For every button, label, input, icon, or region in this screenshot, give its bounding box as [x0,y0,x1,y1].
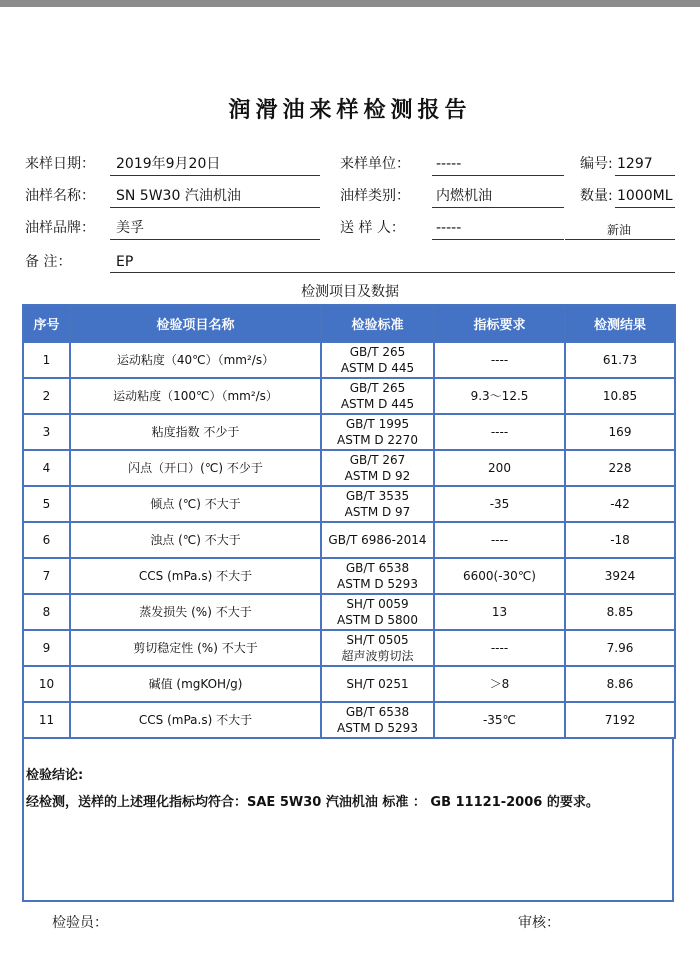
row-standard [321,594,434,630]
standard-line-1: GB/T 3535 [345,489,410,503]
standard-line-1: GB/T 6986-2014 [328,533,427,547]
name-value: SN 5W30 汽油机油 [116,188,241,204]
standard-line-1: GB/T 267 [349,453,406,467]
date-underline [110,175,320,176]
row-item: 剪切稳定性 (%) 不大于 [70,630,321,666]
standard-line-2: ASTM D 5293 [337,577,418,591]
unit-label: 来样单位： [340,156,410,172]
qty-underline [615,207,675,208]
standard-line-1: GB/T 6538 [345,561,410,575]
row-result: 169 [565,414,675,450]
standard-line-2: ASTM D 97 [344,505,411,519]
row-item: 碱值 (mgKOH/g) [70,666,321,702]
remark-value: EP [116,254,134,270]
type-value: 内燃机油 [436,188,492,204]
row-requirement: 13 [434,594,565,630]
table-row [23,666,675,702]
header-requirement: 指标要求 [434,305,565,342]
row-item: 蒸发损失 (%) 不大于 [70,594,321,630]
row-standard [321,558,434,594]
type-label: 油样类别： [340,188,410,204]
name-underline [110,207,320,208]
table-row [23,630,675,666]
row-requirement: 6600(-30℃) [434,558,565,594]
row-result: 7.96 [565,630,675,666]
results-table [22,304,676,739]
row-no: 3 [23,414,70,450]
unit-value: ----- [436,156,462,172]
unit-underline [432,175,564,176]
sender-underline [432,239,564,240]
row-no: 10 [23,666,70,702]
row-no: 8 [23,594,70,630]
row-standard [321,666,434,702]
brand-underline [110,239,320,240]
standard-line-1: SH/T 0059 [346,597,409,611]
table-header-row [23,305,675,342]
row-result: -18 [565,522,675,558]
table-row [23,342,675,378]
row-requirement: ---- [434,630,565,666]
row-result: 8.85 [565,594,675,630]
header-result: 检测结果 [565,305,675,342]
row-requirement: 9.3～12.5 [434,378,565,414]
row-standard [321,342,434,378]
row-result: 3924 [565,558,675,594]
table-row [23,702,675,738]
row-no: 7 [23,558,70,594]
row-requirement: ---- [434,342,565,378]
report-title: 润滑油来样检测报告 [228,97,472,123]
brand-label: 油样品牌： [25,220,95,236]
row-result: -42 [565,486,675,522]
row-requirement: 200 [434,450,565,486]
row-item: 浊点 (℃) 不大于 [70,522,321,558]
row-requirement: -35℃ [434,702,565,738]
row-standard [321,702,434,738]
standard-line-2: 超声波剪切法 [341,649,414,663]
row-no: 1 [23,342,70,378]
header-item: 检验项目名称 [70,305,321,342]
reviewer-label: 审核： [518,915,560,931]
name-label: 油样名称： [25,188,95,204]
standard-line-1: GB/T 265 [349,345,406,359]
inspector-label: 检验员： [52,915,108,931]
standard-line-2: ASTM D 92 [344,469,411,483]
table-row [23,486,675,522]
qty-value: 1000ML [617,188,673,204]
remark-underline [110,272,675,273]
standard-line-1: GB/T 6538 [345,705,410,719]
date-value: 2019年9月20日 [116,156,221,172]
header-standard: 检验标准 [321,305,434,342]
number-value: 1297 [617,156,653,172]
row-standard [321,630,434,666]
conclusion-text: 经检测，送样的上述理化指标均符合：SAE 5W30 汽油机油 标准 ： GB 11121-2006 的要求。 [26,795,599,810]
row-no: 4 [23,450,70,486]
header-no: 序号 [23,305,70,342]
row-result: 10.85 [565,378,675,414]
standard-line-2: ASTM D 445 [340,397,415,411]
brand-value: 美孚 [116,220,144,236]
table-row [23,594,675,630]
sender-label: 送 样 人： [340,220,405,236]
standard-line-2: ASTM D 445 [340,361,415,375]
row-item: CCS (mPa.s) 不大于 [70,558,321,594]
sender-value: ----- [436,220,462,236]
date-label: 来样日期： [25,156,95,172]
standard-line-2: ASTM D 5293 [337,721,418,735]
row-result: 8.86 [565,666,675,702]
table-row [23,414,675,450]
type-underline [432,207,564,208]
standard-line-1: SH/T 0505 [346,633,409,647]
status-value: 新油 [607,223,632,237]
row-result: 7192 [565,702,675,738]
row-result: 228 [565,450,675,486]
top-bar [0,0,700,7]
table-row [23,378,675,414]
standard-line-1: GB/T 265 [349,381,406,395]
number-underline [615,175,675,176]
row-item: 粘度指数 不少于 [70,414,321,450]
row-standard [321,486,434,522]
row-requirement: ＞8 [434,666,565,702]
section-title: 检测项目及数据 [301,284,399,300]
number-label: 编号: [580,156,613,172]
table-row [23,558,675,594]
row-no: 5 [23,486,70,522]
row-requirement: -35 [434,486,565,522]
row-item: CCS (mPa.s) 不大于 [70,702,321,738]
row-requirement: ---- [434,522,565,558]
row-no: 11 [23,702,70,738]
row-standard [321,522,434,558]
row-item: 闪点（开口）(℃) 不少于 [70,450,321,486]
standard-line-2: ASTM D 2270 [337,433,418,447]
standard-line-1: GB/T 1995 [345,417,410,431]
table-row [23,522,675,558]
status-overline [565,239,675,240]
remark-label: 备 注： [25,254,72,270]
row-item: 倾点 (℃) 不大于 [70,486,321,522]
standard-line-1: SH/T 0251 [346,677,409,691]
row-requirement: ---- [434,414,565,450]
row-item: 运动粘度（40℃）（mm²/s） [70,342,321,378]
row-standard [321,450,434,486]
table-row [23,450,675,486]
row-no: 2 [23,378,70,414]
row-item: 运动粘度（100℃）（mm²/s） [70,378,321,414]
qty-label: 数量: [580,188,613,204]
row-standard [321,414,434,450]
row-no: 9 [23,630,70,666]
row-result: 61.73 [565,342,675,378]
standard-line-2: ASTM D 5800 [337,613,418,627]
row-no: 6 [23,522,70,558]
conclusion-label: 检验结论: [26,768,84,783]
row-standard [321,378,434,414]
